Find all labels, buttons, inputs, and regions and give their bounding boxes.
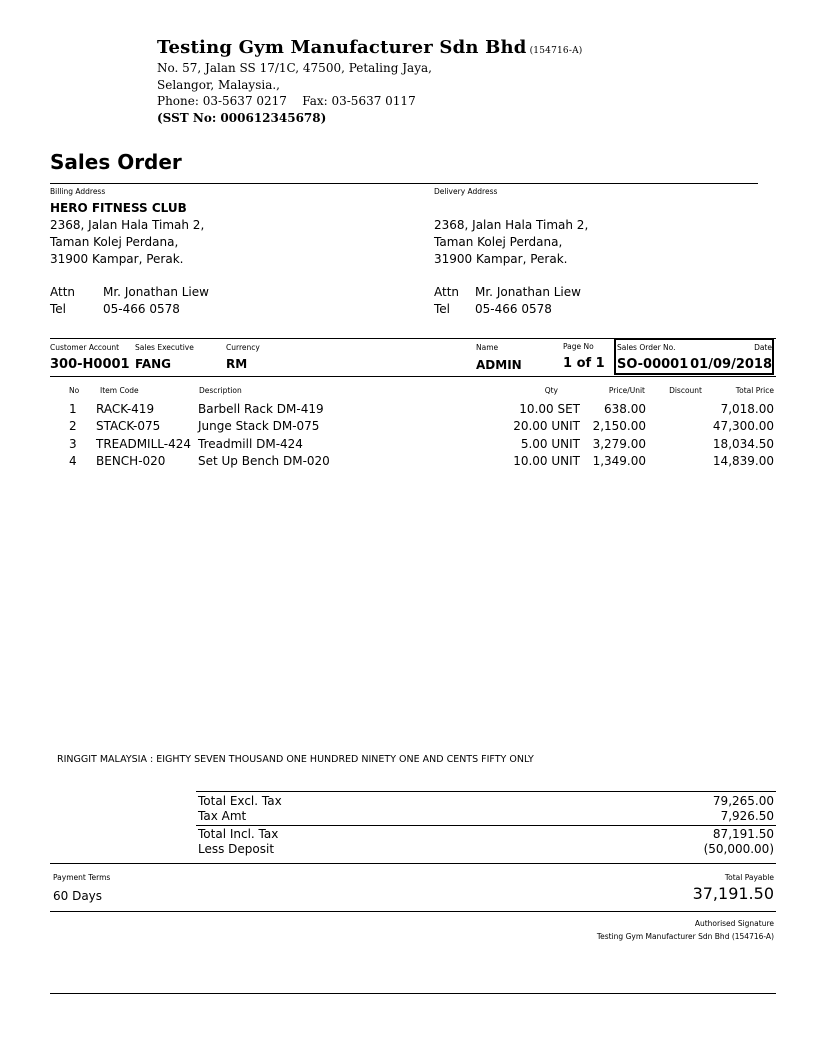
row-total-price: 7,018.00	[720, 401, 774, 416]
row-no: 2	[69, 419, 77, 433]
company-address-line-2: Selangor, Malaysia.,	[157, 78, 280, 92]
row-item-code: STACK-075	[96, 419, 161, 433]
company-sst: (SST No: 000612345678)	[157, 111, 327, 125]
tax-amt: 7,926.50	[720, 809, 774, 823]
total-incl-tax: 87,191.50	[712, 827, 774, 841]
row-price-unit: 2,150.00	[592, 419, 646, 433]
payment-divider	[50, 911, 776, 912]
table-header	[50, 384, 776, 402]
less-deposit: (50,000.00)	[703, 842, 774, 856]
header-no: No	[69, 386, 80, 395]
total-excl-tax: 79,265.00	[712, 794, 774, 808]
name-label: Name	[476, 343, 499, 352]
delivery-attn: Mr. Jonathan Liew	[475, 285, 581, 299]
header-qty: Qty	[544, 386, 558, 395]
customer-account: 300-H0001	[50, 357, 130, 372]
table-row	[50, 402, 776, 420]
currency: RM	[226, 357, 248, 371]
header-discount: Discount	[669, 386, 702, 395]
header-total-price: Total Price	[735, 386, 774, 395]
row-qty: 5.00 UNIT	[520, 436, 580, 451]
company-address-line-1: No. 57, Jalan SS 17/1C, 47500, Petaling Jaya,	[157, 61, 432, 75]
table-row	[50, 419, 776, 437]
date: 01/09/2018	[690, 357, 772, 372]
header-price-unit: Price/Unit	[608, 386, 645, 395]
totals-bottom-divider	[50, 863, 776, 864]
row-total-price: 47,300.00	[712, 419, 774, 433]
table-row	[50, 437, 776, 455]
company-name	[157, 37, 583, 58]
page-no-label: Page No	[563, 342, 594, 351]
document-title: Sales Order	[50, 150, 182, 174]
billing-attn-label: Attn	[50, 285, 76, 299]
company-reg-no: (154716-A)	[529, 46, 583, 56]
billing-line-2: Taman Kolej Perdana,	[50, 235, 179, 249]
info-bottom-divider	[50, 376, 776, 377]
totals-mid-divider	[196, 825, 776, 826]
delivery-tel-label: Tel	[434, 302, 451, 316]
row-price-unit: 3,279.00	[592, 436, 646, 451]
tax-amt-label: Tax Amt	[198, 809, 247, 823]
company-phone-fax: Phone: 03-5637 0217 Fax: 03-5637 0117	[157, 94, 416, 108]
title-divider	[50, 183, 758, 184]
items-table	[50, 384, 776, 472]
total-excl-tax-label: Total Excl. Tax	[198, 794, 282, 808]
table-row	[50, 454, 776, 472]
delivery-attn-label: Attn	[434, 285, 460, 299]
company-name-text: Testing Gym Manufacturer Sdn Bhd	[157, 37, 527, 58]
name-value: ADMIN	[476, 358, 522, 372]
row-qty: 10.00 UNIT	[513, 454, 580, 468]
totals-top-divider	[196, 791, 776, 792]
total-payable: 37,191.50	[692, 884, 774, 903]
delivery-address-label: Delivery Address	[434, 187, 498, 196]
header-description: Description	[199, 386, 242, 395]
row-description: Barbell Rack DM-419	[198, 401, 324, 416]
billing-line-3: 31900 Kampar, Perak.	[50, 252, 184, 266]
delivery-line-3: 31900 Kampar, Perak.	[434, 252, 568, 266]
billing-tel: 05-466 0578	[103, 302, 180, 316]
row-description: Set Up Bench DM-020	[198, 454, 330, 468]
currency-label: Currency	[226, 343, 260, 352]
payment-terms-label: Payment Terms	[53, 873, 111, 882]
row-item-code: RACK-419	[96, 401, 155, 416]
delivery-line-1: 2368, Jalan Hala Timah 2,	[434, 218, 589, 232]
delivery-line-2: Taman Kolej Perdana,	[434, 235, 563, 249]
signature-company: Testing Gym Manufacturer Sdn Bhd (154716-A)	[596, 932, 774, 941]
delivery-tel: 05-466 0578	[475, 302, 552, 316]
page-no: 1 of 1	[563, 356, 605, 371]
row-item-code: BENCH-020	[96, 454, 166, 468]
row-item-code: TREADMILL-424	[96, 436, 191, 451]
row-qty: 20.00 UNIT	[513, 419, 580, 433]
row-no: 4	[69, 454, 77, 468]
sales-order-no: SO-00001	[617, 357, 689, 372]
row-price-unit: 1,349.00	[592, 454, 646, 468]
amount-in-words: RINGGIT MALAYSIA : EIGHTY SEVEN THOUSAND ONE HUNDRED NINETY ONE AND CENTS FIFTY ONLY	[57, 754, 534, 765]
total-incl-tax-label: Total Incl. Tax	[198, 827, 279, 841]
sales-executive-label: Sales Executive	[135, 343, 194, 352]
billing-name: HERO FITNESS CLUB	[50, 201, 187, 215]
row-description: Junge Stack DM-075	[198, 419, 320, 433]
row-no: 1	[69, 401, 77, 416]
total-payable-label: Total Payable	[724, 873, 774, 882]
header-item-code: Item Code	[100, 386, 139, 395]
sales-order-no-label: Sales Order No.	[617, 343, 676, 352]
row-total-price: 14,839.00	[712, 454, 774, 468]
date-label: Date	[754, 343, 772, 352]
footer-divider	[50, 993, 776, 994]
payment-terms: 60 Days	[53, 889, 103, 903]
billing-attn: Mr. Jonathan Liew	[103, 285, 209, 299]
row-total-price: 18,034.50	[712, 436, 774, 451]
less-deposit-label: Less Deposit	[198, 842, 275, 856]
row-qty: 10.00 SET	[519, 401, 580, 416]
row-no: 3	[69, 436, 77, 451]
row-description: Treadmill DM-424	[198, 436, 303, 451]
customer-account-label: Customer Account	[50, 343, 120, 352]
billing-line-1: 2368, Jalan Hala Timah 2,	[50, 218, 205, 232]
row-price-unit: 638.00	[604, 401, 646, 416]
billing-tel-label: Tel	[50, 302, 67, 316]
sales-executive: FANG	[135, 357, 171, 371]
billing-address-label: Billing Address	[50, 187, 106, 196]
authorised-signature-label: Authorised Signature	[694, 919, 774, 928]
